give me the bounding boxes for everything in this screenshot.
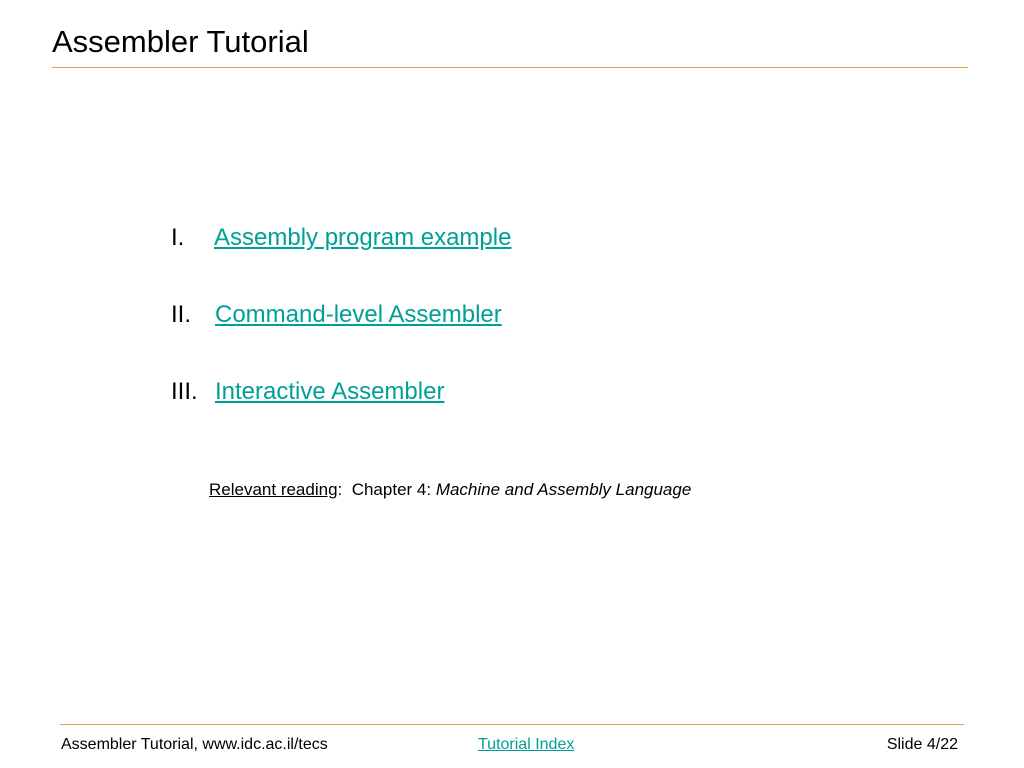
tutorial-index-link[interactable]: Tutorial Index bbox=[478, 736, 575, 753]
slide-title: Assembler Tutorial bbox=[52, 24, 309, 59]
relevant-reading-chapter: : Chapter 4: bbox=[337, 480, 436, 499]
link-command-level-assembler[interactable]: Command-level Assembler bbox=[215, 301, 502, 328]
toc-numeral-1: I. bbox=[171, 224, 185, 251]
link-assembly-program-example[interactable]: Assembly program example bbox=[214, 224, 512, 251]
link-interactive-assembler[interactable]: Interactive Assembler bbox=[215, 378, 445, 405]
toc-item-assembly-program-example bbox=[171, 222, 511, 254]
relevant-reading bbox=[209, 479, 691, 501]
toc-numeral-3: III. bbox=[171, 378, 198, 405]
title-divider bbox=[52, 67, 968, 68]
relevant-reading-book-title: Machine and Assembly Language bbox=[435, 480, 692, 499]
toc-numeral-2: II. bbox=[171, 301, 192, 328]
footer-divider bbox=[60, 724, 964, 725]
toc-item-command-level-assembler bbox=[171, 299, 502, 331]
slide-number: Slide 4/22 bbox=[886, 736, 958, 753]
footer-course-info: Assembler Tutorial, www.idc.ac.il/tecs bbox=[61, 736, 328, 753]
relevant-reading-label: Relevant reading bbox=[209, 480, 338, 499]
toc-item-interactive-assembler bbox=[171, 376, 444, 408]
